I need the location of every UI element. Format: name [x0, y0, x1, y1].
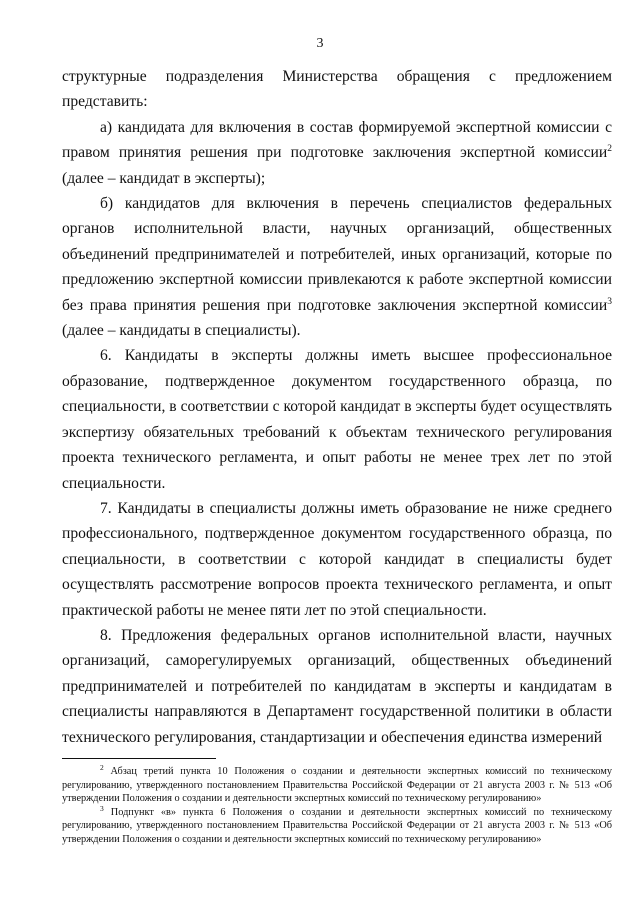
footnote-3-marker: 3: [100, 803, 104, 813]
page-number: 3: [316, 36, 324, 51]
footnote-3-text: Подпункт «в» пункта 6 Положения о создании и деятельности экспертных комиссий по техническому регулированию, утвержденного постановлением Правительства Российской Федерации от 21 августа 2003 г. № 513 «Об утверждении Положения о создании и деятельности экспертных комиссий по техническому регулированию»: [62, 806, 612, 845]
paragraph-intro-continuation: структурные подразделения Министерства обращения с предложением представить:: [62, 68, 612, 111]
footnote-2: [62, 765, 612, 806]
paragraph-item-b-tail: (далее – кандидаты в специалисты).: [62, 322, 301, 340]
footnotes: [62, 765, 612, 847]
footnote-3: [62, 803, 612, 847]
footnote-separator: [62, 758, 216, 759]
footnote-2-marker: 2: [100, 763, 104, 772]
footnote-ref-3: 3: [607, 296, 612, 307]
paragraph-8: 8. Предложения федеральных органов исполнительной власти, научных организаций, саморегулируемых организаций, общественных объединений предпринимателей и потребителей по кандидатам в эксперты и кандидатам в специалисты направляются в Департамент государственной политики в области технического регулирования, стандартизации и обеспечения единства измерений: [62, 626, 612, 746]
footnote-2-text: Абзац третий пункта 10 Положения о создании и деятельности экспертных комиссий по техническому регулированию, утвержденного постановлением Правительства Российской Федерации от 21 августа 2003 г. № 513 «Об утверждении Положения о создании и деятельности экспертных комиссий по техническому регулированию»: [62, 766, 612, 805]
paragraph-item-a: [62, 115, 612, 191]
paragraph-item-a-text: а) кандидата для включения в состав формируемой экспертной комиссии с правом принятия решения при подготовке заключения экспертной комиссии: [62, 118, 612, 162]
paragraph-item-b-text: б) кандидатов для включения в перечень специалистов федеральных органов исполнительной власти, научных организаций, общественных объединений предпринимателей и потребителей, иных организаций, которые по предложению экспертной комиссии привлекаются к работе экспертной комиссии без права принятия решения при подготовке заключения экспертной комиссии: [62, 195, 612, 314]
body-text: [62, 64, 612, 750]
paragraph-6: 6. Кандидаты в эксперты должны иметь высшее профессиональное образование, подтвержденное документом государственного образца, по специальности, в соответствии с которой кандидат в эксперты будет осуществлять экспертизу обязательных требований к объектам технического регулирования проекта технического регламента, и опыт работы не менее трех лет по этой специальности.: [62, 347, 612, 492]
paragraph-item-b: [62, 191, 612, 343]
footnote-ref-2: 2: [607, 144, 612, 155]
paragraph-item-a-tail: (далее – кандидат в эксперты);: [62, 169, 266, 187]
paragraph-7: 7. Кандидаты в специалисты должны иметь образование не ниже среднего профессионального, подтвержденное документом государственного образца, по специальности, в соответствии с которой кандидат в специалисты будет осуществлять рассмотрение вопросов проекта технического регламента, и опыт практической работы не менее пяти лет по этой специальности.: [62, 499, 612, 619]
